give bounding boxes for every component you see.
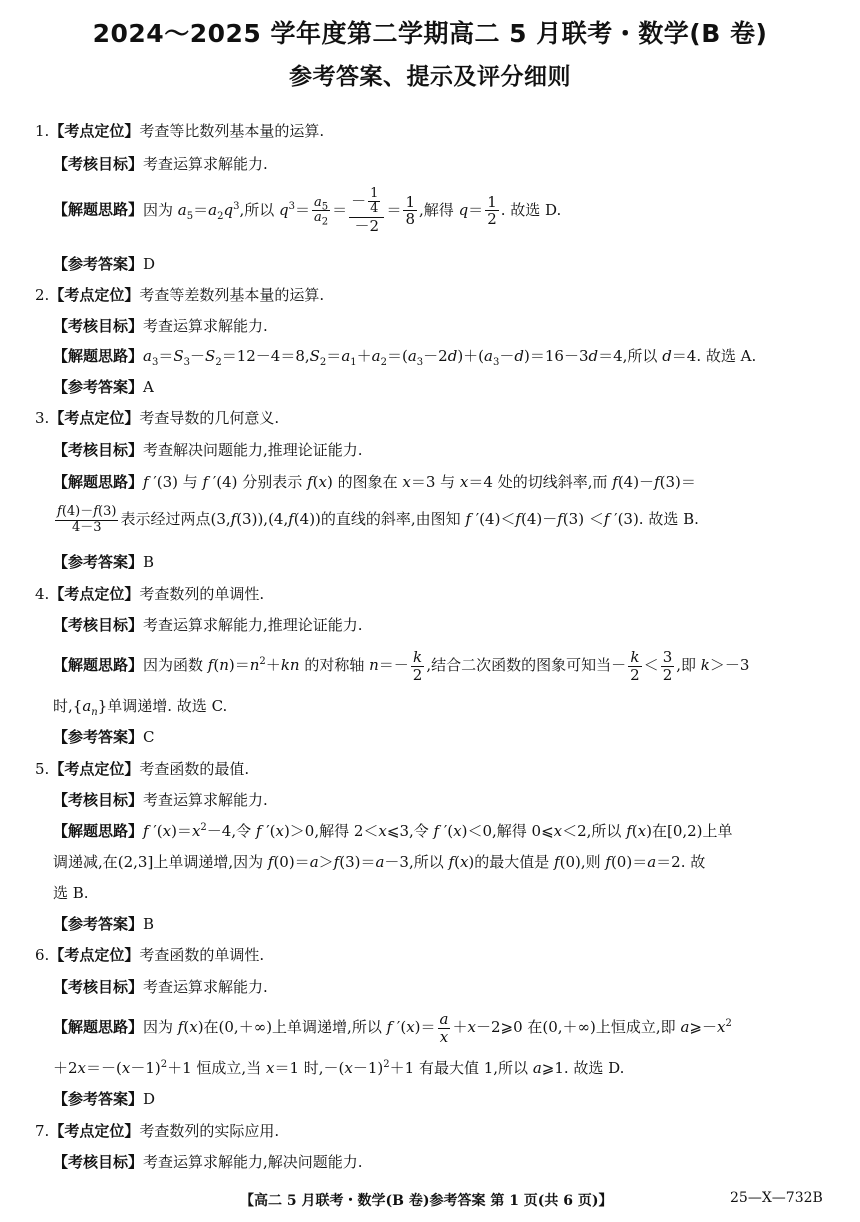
question-number: 3. xyxy=(35,409,50,427)
q6-kaodian-text: 考查函数的单调性. xyxy=(139,946,265,964)
label-silu: 【解题思路】 xyxy=(53,200,144,219)
q6-silu-text1: 因为 f(x)在(0,＋∞)上单调递增,所以 f ′(x)＝ $\frac{a}{x}$ ＋x－2⩾0 在(0,＋∞)上恒成立,即 $a⩾-x^2$ xyxy=(143,1010,732,1046)
label-mubiao: 【考核目标】 xyxy=(53,317,144,335)
label-silu: 【解题思路】 xyxy=(53,473,144,491)
label-daan: 【参考答案】 xyxy=(53,553,144,571)
page-subtitle: 参考答案、提示及评分细则 xyxy=(289,64,571,90)
q1-kaodian-text: 考查等比数列基本量的运算. xyxy=(139,122,325,140)
q5-silu-text1: f $'(x)=x^2-4$,令 f ′(x)＞0,解得 2＜x⩽3,令 f ′(x)＜0,解得 0⩽x＜2,所以 f(x)在[0,2)上单 xyxy=(143,822,733,840)
q5-silu-line2 xyxy=(53,852,705,872)
q6-daan xyxy=(53,1089,155,1109)
label-mubiao: 【考核目标】 xyxy=(53,616,144,634)
q2-mubiao-text: 考查运算求解能力. xyxy=(143,317,268,335)
q1-silu xyxy=(53,187,561,234)
q5-mubiao xyxy=(53,790,268,810)
label-daan: 【参考答案】 xyxy=(53,915,144,933)
q7-kaodian-text: 考查数列的实际应用. xyxy=(139,1122,280,1140)
label-kaodian: 【考点定位】 xyxy=(49,122,140,140)
label-kaodian: 【考点定位】 xyxy=(49,946,140,964)
label-daan: 【参考答案】 xyxy=(53,378,144,396)
page-title: 2024～2025 学年度第二学期高二 5 月联考・数学(B 卷) xyxy=(92,19,768,48)
label-mubiao: 【考核目标】 xyxy=(53,978,144,996)
label-mubiao: 【考核目标】 xyxy=(53,155,144,173)
q2-answer: A xyxy=(143,378,154,396)
q4-kaodian-text: 考查数列的单调性. xyxy=(139,585,265,603)
label-silu: 【解题思路】 xyxy=(53,822,144,840)
question-number: 4. xyxy=(35,585,50,603)
q5-mubiao-text: 考查运算求解能力. xyxy=(143,791,268,809)
q3-mubiao xyxy=(53,440,363,460)
question-number: 7. xyxy=(35,1122,50,1140)
q6-silu-text2: $+2x=-(x-1)^2+1$ 恒成立,当 x＝1 时$,-(x-1)^2+1$ 有最大值 1,所以 a⩾1. 故选 D. xyxy=(53,1059,625,1077)
label-kaodian: 【考点定位】 xyxy=(49,409,140,427)
q3-silu-text1: f ′(3) 与 f ′(4) 分别表示 f(x) 的图象在 x＝3 与 x＝4 处的切线斜率,而 f(4)－f(3)＝ xyxy=(143,473,696,491)
label-silu: 【解题思路】 xyxy=(53,1018,144,1036)
label-silu: 【解题思路】 xyxy=(53,347,144,365)
q6-kaodian xyxy=(35,945,264,965)
q5-daan xyxy=(53,914,154,934)
q6-mubiao xyxy=(53,977,268,997)
label-kaodian: 【考点定位】 xyxy=(49,1122,140,1140)
q4-daan xyxy=(53,727,155,747)
q5-answer: B xyxy=(143,915,155,933)
q4-kaodian xyxy=(35,584,264,604)
q6-silu-line1 xyxy=(53,1010,732,1045)
q1-mubiao-text: 考查运算求解能力. xyxy=(143,155,268,173)
label-silu: 【解题思路】 xyxy=(53,656,144,674)
question-number: 2. xyxy=(35,286,50,304)
question-number: 6. xyxy=(35,946,50,964)
q4-silu-text1: 因为函数 $f(n)=n^2+kn$ 的对称轴 n＝－ $\frac{k}{2}$ ,结合二次函数的图象可知当－ $\frac{k}{2}$ ＜ $\frac{3}{2}$ ,即 k＞－3 xyxy=(143,648,750,684)
question-number: 5. xyxy=(35,760,50,778)
label-daan: 【参考答案】 xyxy=(53,728,144,746)
q4-mubiao-text: 考查运算求解能力,推理论证能力. xyxy=(143,616,363,634)
q1-mubiao xyxy=(53,154,268,174)
label-daan: 【参考答案】 xyxy=(53,1090,144,1108)
q2-silu xyxy=(53,346,756,366)
q7-kaodian xyxy=(35,1121,279,1141)
q4-silu-line1 xyxy=(53,648,749,683)
label-kaodian: 【考点定位】 xyxy=(49,585,140,603)
page-footer: 【高二 5 月联考・数学(B 卷)参考答案 第 1 页(共 6 页)】 xyxy=(240,1193,613,1209)
q3-silu-line1 xyxy=(53,472,696,492)
document-code: 25—X—732B xyxy=(730,1190,823,1206)
label-kaodian: 【考点定位】 xyxy=(49,760,140,778)
q6-answer: D xyxy=(143,1090,156,1108)
q3-kaodian xyxy=(35,408,279,428)
q5-kaodian-text: 考查函数的最值. xyxy=(139,760,250,778)
q1-silu-text: 因为 $a_5=a_2q^3$,所以 $q^3=$ $\frac{a_5}{a_2}$ ＝ － $\frac{1}{4}$ －2 ＝ $\frac{1}{8}$ ,解得 q＝ $\frac{1}{2}$ . 故选 D. xyxy=(143,186,562,235)
q4-mubiao xyxy=(53,615,363,635)
q2-daan xyxy=(53,377,154,397)
label-mubiao: 【考核目标】 xyxy=(53,441,144,459)
q7-mubiao-text: 考查运算求解能力,解决问题能力. xyxy=(143,1153,363,1171)
label-mubiao: 【考核目标】 xyxy=(53,791,144,809)
label-mubiao: 【考核目标】 xyxy=(53,1153,144,1171)
q7-mubiao xyxy=(53,1152,363,1172)
q3-silu-text2: $\frac{f(4)-f(3)}{4-3}$ 表示经过两点(3,f(3)),(4,f(4))的直线的斜率,由图知 f ′(4)＜f(4)－f(3) ＜f ′(3). 故选 B. xyxy=(57,504,699,535)
q3-silu-line2 xyxy=(53,503,699,535)
q6-silu-line2 xyxy=(53,1058,624,1078)
q2-kaodian xyxy=(35,285,324,305)
q1-answer: D xyxy=(143,255,156,273)
q4-silu-text2: 时$,\{a_n\}$单调递增. 故选 C. xyxy=(53,697,228,718)
q5-silu-text3: 选 B. xyxy=(53,884,89,902)
q2-mubiao xyxy=(53,316,268,336)
q4-silu-line2 xyxy=(53,696,227,716)
q1-kaodian xyxy=(35,121,324,141)
q5-silu-line1 xyxy=(53,821,733,841)
q2-kaodian-text: 考查等差数列基本量的运算. xyxy=(139,286,325,304)
q1-daan xyxy=(53,254,155,274)
question-number: 1. xyxy=(35,122,50,140)
q5-silu-text2: 调递减,在(2,3]上单调递增,因为 f(0)＝a＞f(3)＝a－3,所以 f(x)的最大值是 f(0),则 f(0)＝a＝2. 故 xyxy=(53,853,706,871)
q5-kaodian xyxy=(35,759,249,779)
label-kaodian: 【考点定位】 xyxy=(49,286,140,304)
q3-kaodian-text: 考查导数的几何意义. xyxy=(139,409,280,427)
label-daan: 【参考答案】 xyxy=(53,255,144,273)
q3-mubiao-text: 考查解决问题能力,推理论证能力. xyxy=(143,441,363,459)
q3-answer: B xyxy=(143,553,155,571)
q4-answer: C xyxy=(143,728,155,746)
q6-mubiao-text: 考查运算求解能力. xyxy=(143,978,268,996)
q3-daan xyxy=(53,552,154,572)
q5-silu-line3 xyxy=(53,883,89,903)
q2-silu-text: $a_3=S_3-S_2=12-4=8,S_2=a_1+a_2=(a_3-2d)+(a_3-d)=16-3d=4$,所以 d＝4. 故选 A. xyxy=(143,347,757,368)
